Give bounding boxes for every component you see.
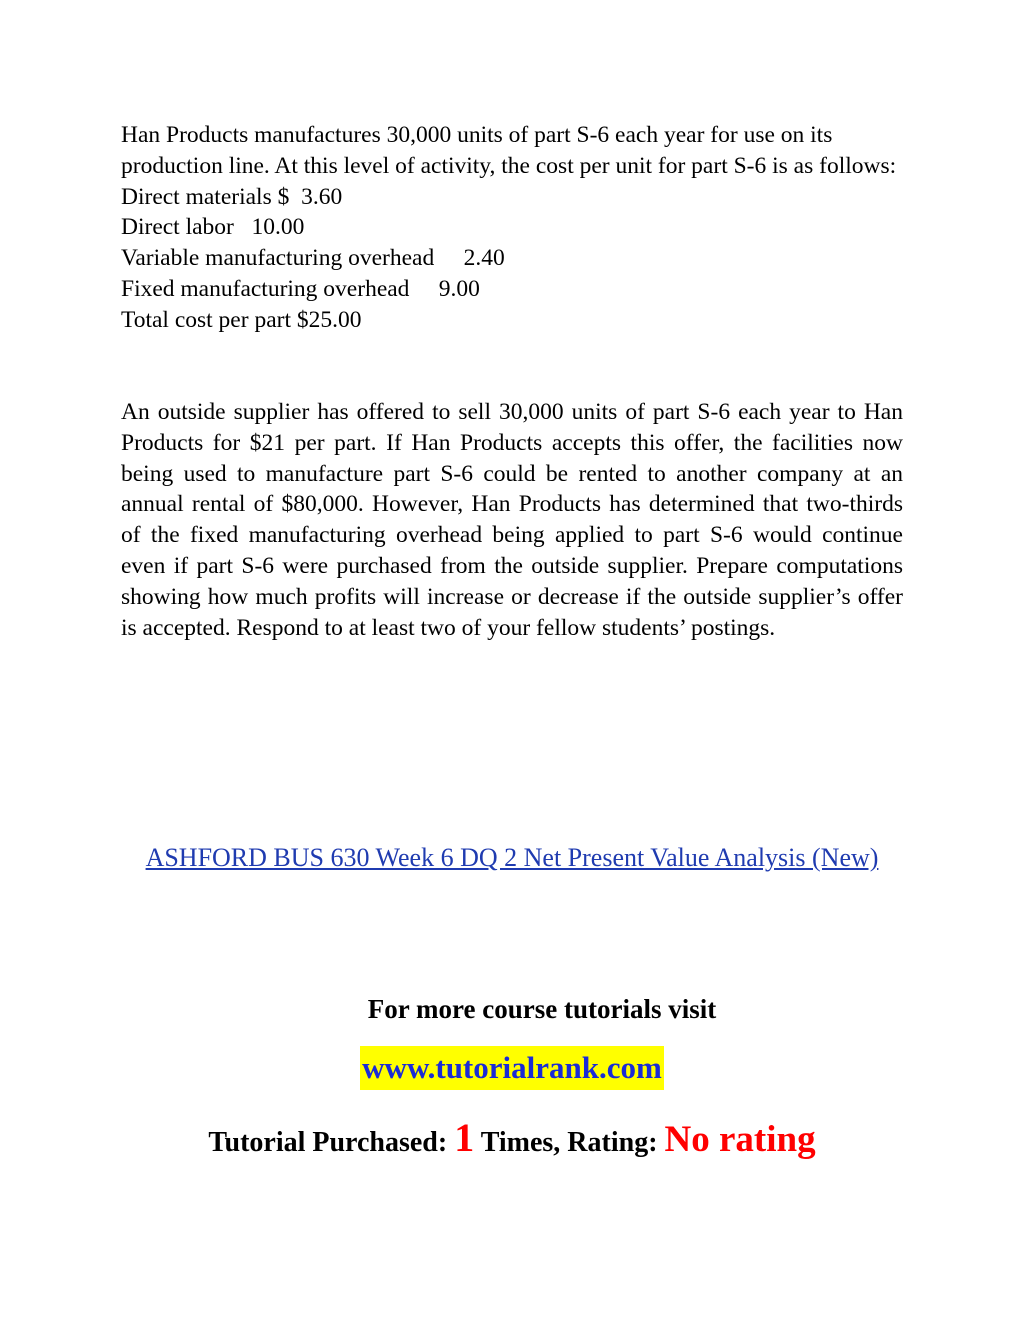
cost-line-variable-overhead: Variable manufacturing overhead 2.40 — [121, 245, 505, 272]
purchase-info — [0, 1112, 1024, 1169]
cost-line-fixed-overhead: Fixed manufacturing overhead 9.00 — [121, 275, 480, 302]
cost-line-total: Total cost per part $25.00 — [121, 306, 362, 333]
problem-paragraph: An outside supplier has offered to sell 30,000 units of part S-6 each year to Han Products for $21 per part. If Han Products accepts this offer, the facilities now being used to manufacture part S-6 could be rented to another company at an annual rental of $80,000. However, Han Products has determined that two-thirds of the fixed manufacturing overhead being applied to part S-6 would continue even if part S-6 were purchased from the outside supplier. Prepare computations showing how much profits will increase or decrease if the outside supplier’s offer is accepted. Respond to at least two of your fellow students’ postings. — [121, 399, 903, 641]
cost-line-direct-labor: Direct labor 10.00 — [121, 214, 305, 241]
course-link[interactable]: ASHFORD BUS 630 Week 6 DQ 2 Net Present Value Analysis (New) — [145, 843, 879, 872]
times-rating-label: Times, Rating: — [480, 1127, 658, 1158]
purchased-count: 1 — [454, 1115, 475, 1160]
intro-section — [121, 120, 903, 336]
visit-heading: For more course tutorials visit — [367, 994, 717, 1024]
course-link-container — [100, 841, 924, 875]
cost-list — [121, 182, 903, 336]
intro-paragraph: Han Products manufactures 30,000 units of part S-6 each year for use on its production line. At this level of activity, the cost per unit for part S-6 is as follows: — [121, 122, 897, 179]
purchased-label: Tutorial Purchased: — [208, 1127, 448, 1158]
cost-line-direct-materials: Direct materials $ 3.60 — [121, 183, 343, 210]
rating-value: No rating — [664, 1119, 816, 1160]
site-link[interactable]: www.tutorialrank.com — [360, 1046, 664, 1090]
site-link-container — [0, 1046, 1024, 1090]
